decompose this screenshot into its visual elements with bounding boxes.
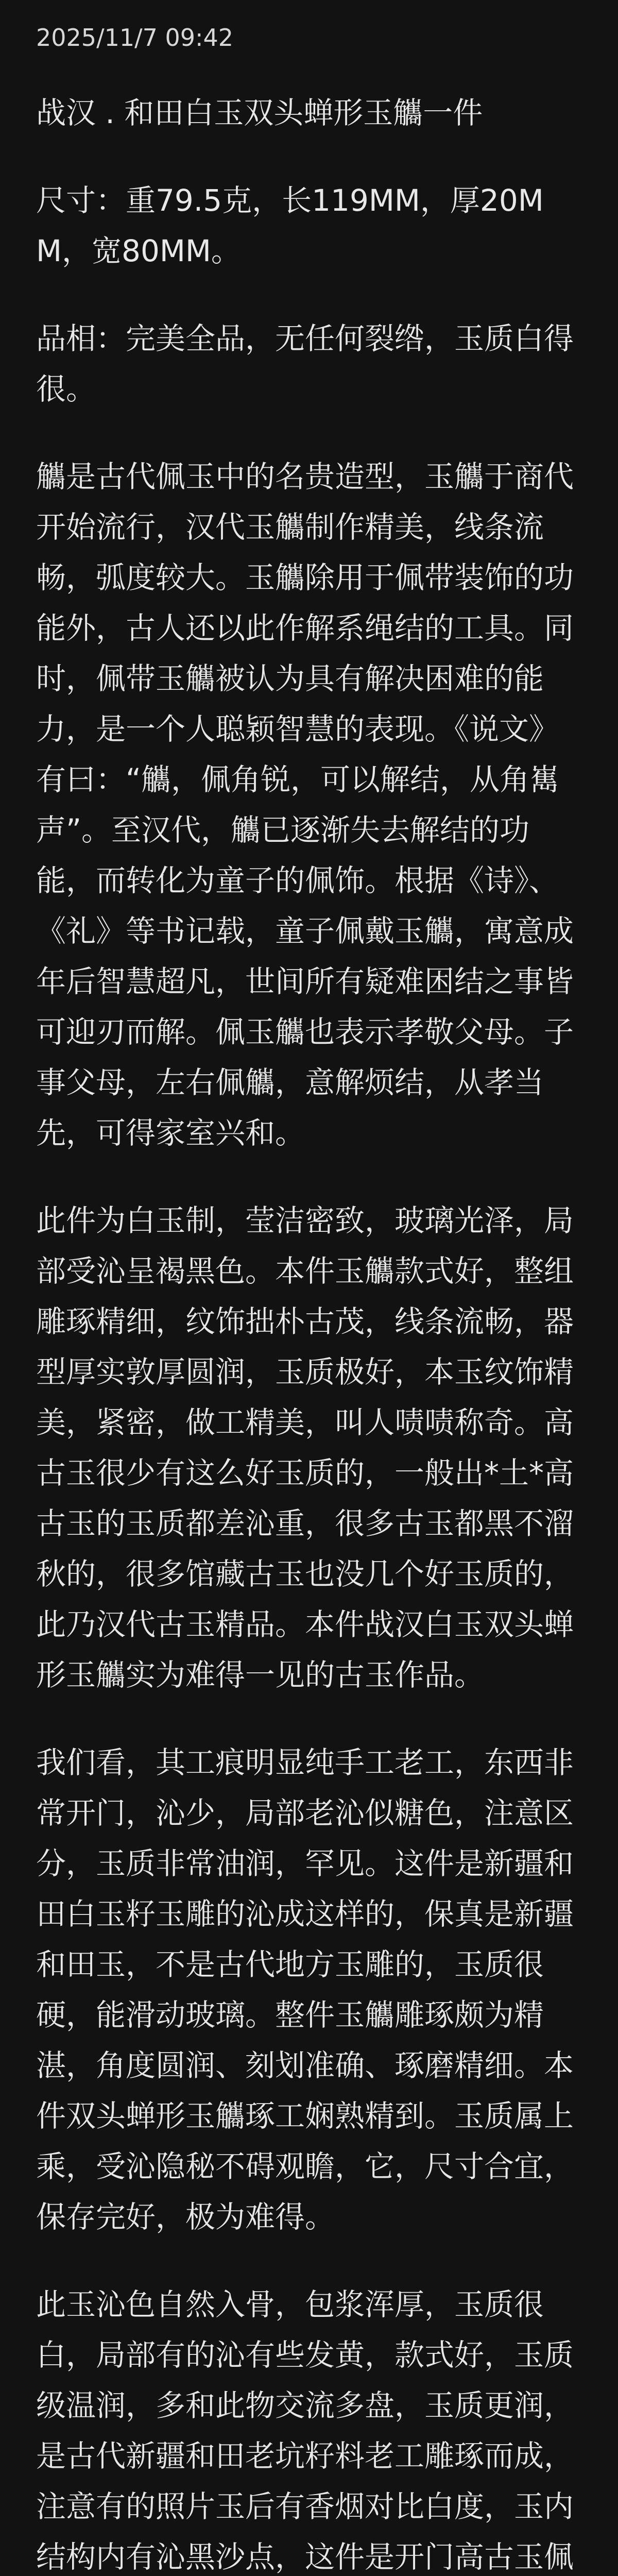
post-body: [36, 88, 582, 2576]
patina-paragraph: 此玉沁色自然入骨，包浆浑厚，玉质很白，局部有的沁有些发黄，款式好，玉质级温润，多和此物交流多盘，玉质更润，是古代新疆和田老坑籽料老工雕琢而成，注意有的照片玉后有香烟对比白度，玉内结构内有沁黑沙点，这件是开门高古玉佩: [36, 2287, 574, 2574]
post-header: [36, 20, 582, 56]
material-paragraph: 此件为白玉制，莹洁密致，玻璃光泽，局部受沁呈褐黑色。本件玉觿款式好，整组雕琢精细，纹饰拙朴古茂，线条流畅，器型厚实敦厚圆润，玉质极好，本玉纹饰精美，紧密，做工精美，叫人啧啧称奇。高古玉很少有这么好玉质的，一般出*土*高古玉的玉质都差沁重，很多古玉都黑不溜秋的，很多馆藏古玉也没几个好玉质的，此乃汉代古玉精品。本件战汉白玉双头蝉形玉觿实为难得一见的古玉作品。: [36, 1203, 574, 1692]
condition-paragraph: 品相：完美全品，无任何裂绺，玉质白得很。: [36, 321, 574, 406]
post-timestamp: 2025/11/7 09:42: [36, 24, 234, 52]
post-title: 战汉 . 和田白玉双头蝉形玉觿一件: [36, 95, 483, 130]
history-paragraph: 觿是古代佩玉中的名贵造型，玉觿于商代开始流行，汉代玉觿制作精美，线条流畅，弧度较大。玉觿除用于佩带装饰的功能外，古人还以此作解系绳结的工具。同时，佩带玉觿被认为具有解决困难的能力，是一个人聪颖智慧的表现。《说文》有曰：“觿，佩角锐，可以解结，从角嶲声”。至汉代，觿已逐渐失去解结的功能，而转化为童子的佩饰。根据《诗》、《礼》等书记载，童子佩戴玉觿，寓意成年后智慧超凡，世间所有疑难困结之事皆可迎刃而解。佩玉觿也表示孝敬父母。子事父母，左右佩觿，意解烦结，从孝当先，可得家室兴和。: [36, 459, 574, 1150]
size-paragraph: 尺寸：重79.5克，长119MM，厚20MM，宽80MM。: [36, 183, 544, 268]
craft-paragraph: 我们看，其工痕明显纯手工老工，东西非常开门，沁少，局部老沁似糖色，注意区分，玉质非常油润，罕见。这件是新疆和田白玉籽玉雕的沁成这样的，保真是新疆和田玉，不是古代地方玉雕的，玉质很硬，能滑动玻璃。整件玉觿雕琢颇为精湛，角度圆润、刻划准确、琢磨精细。本件双头蝉形玉觿琢工娴熟精到。玉质属上乘，受沁隐秘不碍观瞻，它，尺寸合宜，保存完好，极为难得。: [36, 1745, 574, 2234]
